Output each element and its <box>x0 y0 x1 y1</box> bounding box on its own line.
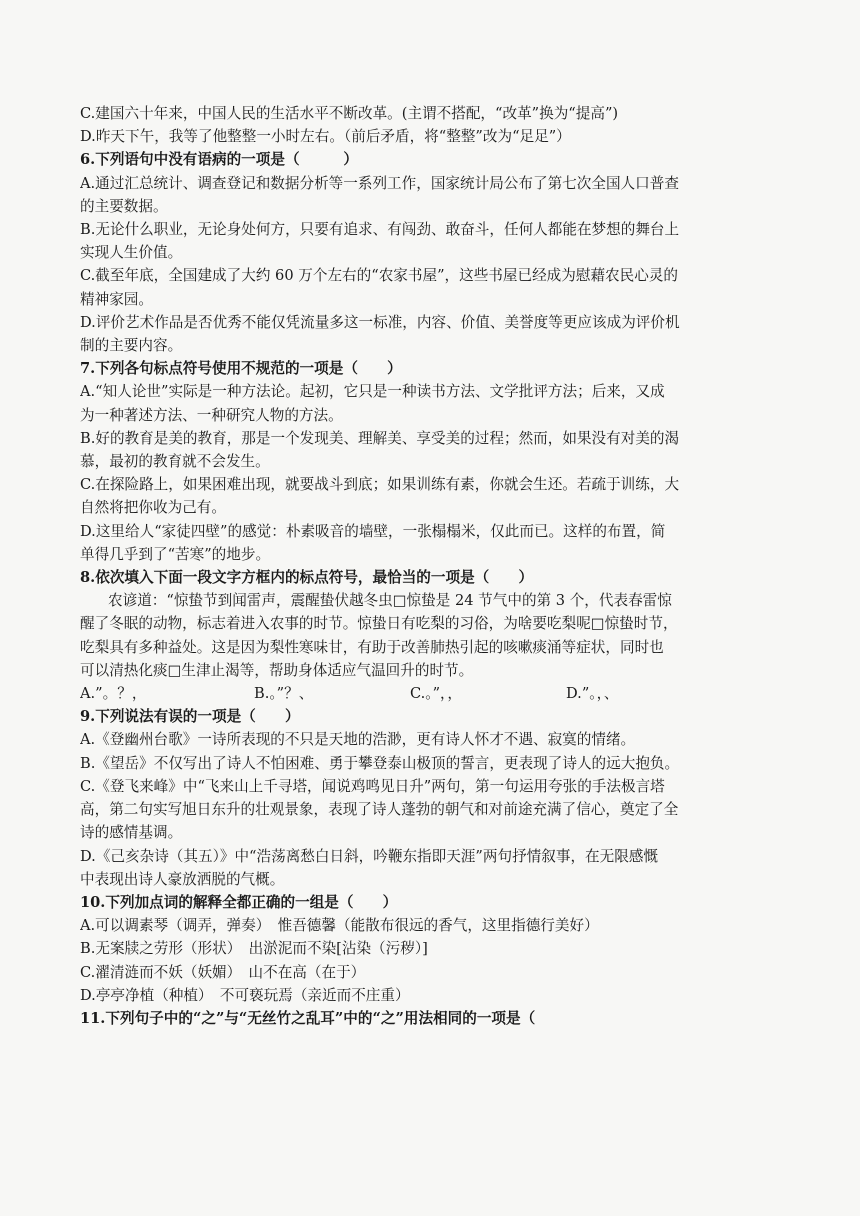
q7-option-c-line2: 自然将把你收为己有。 <box>80 499 226 517</box>
q5-option-d: D.昨天下午，我等了他整整一小时左右。（前后矛盾，将“整整”改为“足足”） <box>80 128 571 146</box>
q9-option-c-line3: 诗的感情基调。 <box>80 824 183 842</box>
q9-title: 9.下列说法有误的一项是（ ） <box>80 708 300 726</box>
q7-option-d-line1: D.这里给人“家徒四壁”的感觉：朴素吸音的墙壁，一张榻榻米，仅此而已。这样的布置，简 <box>80 522 666 540</box>
q6-option-b-line1: B.无论什么职业，无论身处何方，只要有追求、有闯劲、敢奋斗，任何人都能在梦想的舞台上 <box>80 221 680 239</box>
q6-option-d-line2: 制的主要内容。 <box>80 337 183 355</box>
q10-option-d: D.亭亭净植（种植） 不可亵玩焉（亲近而不庄重） <box>80 986 410 1004</box>
q8-passage-line2: 醒了冬眠的动物，标志着进入农事的时节。惊蛰日有吃梨的习俗，为啥要吃梨呢□惊蛰时节， <box>80 615 678 633</box>
q10-option-a: A.可以调素琴（调弄，弹奏） 惟吾德馨（能散布很远的香气，这里指德行美好） <box>80 917 599 935</box>
q9-option-d-line2: 中表现出诗人豪放洒脱的气概。 <box>80 870 285 888</box>
q6-option-d-line1: D.评价艺术作品是否优秀不能仅凭流量多这一标准，内容、价值、美誉度等更应该成为评价机 <box>80 313 680 331</box>
q9-option-c-line2: 高，第二句实写旭日东升的壮观景象，表现了诗人蓬勃的朝气和对前途充满了信心，奠定了全 <box>80 801 679 819</box>
q9-option-d-line1: D.《己亥杂诗（其五）》中“浩荡离愁白日斜，吟鞭东指即天涯”两句抒情叙事，在无限感慨 <box>80 847 659 865</box>
q7-option-a-line2: 为一种著述方法、一种研究人物的方法。 <box>80 406 343 424</box>
q8-option-b: B.。”？、 <box>254 685 314 703</box>
q6-title: 6.下列语句中没有语病的一项是（ ） <box>80 151 358 169</box>
q8-option-c: C.。”，， <box>410 685 462 703</box>
q7-option-a-line1: A.“知人论世”实际是一种方法论。起初，它只是一种读书方法、文学批评方法；后来，又成 <box>80 383 665 401</box>
q8-passage-line3: 吃梨具有多种益处。这是因为梨性寒味甘，有助于改善肺热引起的咳嗽痰涌等症状，同时也 <box>80 638 664 656</box>
q7-option-b-line1: B.好的教育是美的教育，那是一个发现美、理解美、享受美的过程；然而，如果没有对美的渴 <box>80 429 680 447</box>
q6-option-c-line2: 精神家园。 <box>80 290 153 308</box>
q10-option-b: B.无案牍之劳形（形状） 出淤泥而不染[沾染（污秽）] <box>80 940 428 958</box>
q7-option-d-line2: 单得几乎到了“苦寒”的地步。 <box>80 545 271 563</box>
q8-passage-line4: 可以清热化痰□生津止渴等，帮助身体适应气温回升的时节。 <box>80 661 474 679</box>
q9-option-a: A.《登幽州台歌》一诗所表现的不只是天地的浩渺，更有诗人怀才不遇、寂寞的情绪。 <box>80 731 636 749</box>
q8-options <box>80 682 808 705</box>
q7-option-b-line2: 慕，最初的教育就不会发生。 <box>80 453 270 471</box>
q6-option-b-line2: 实现人生价值。 <box>80 244 183 262</box>
q10-option-c: C.濯清涟而不妖（妖媚） 山不在高（在于） <box>80 963 366 981</box>
q10-title: 10.下列加点词的解释全都正确的一组是（ ） <box>80 893 398 911</box>
q8-option-a: A.”。？， <box>80 685 147 703</box>
q9-option-b: B.《望岳》不仅写出了诗人不怕困难、勇于攀登泰山极顶的誓言，更表现了诗人的远大抱负。 <box>80 754 680 772</box>
q8-option-d: D.”。，、 <box>566 685 619 703</box>
q6-option-c-line1: C.截至年底，全国建成了大约 60 万个左右的“农家书屋”，这些书屋已经成为慰藉农民心灵的 <box>80 267 679 285</box>
q8-title: 8.依次填入下面一段文字方框内的标点符号，最恰当的一项是（ ） <box>80 569 534 587</box>
q8-passage-line1: 农谚道：“惊蛰节到闻雷声，震醒蛰伏越冬虫□惊蛰是 24 节气中的第 3 个，代表春雷惊 <box>108 592 672 610</box>
q11-title: 11.下列句子中的“之”与“无丝竹之乱耳”中的“之”用法相同的一项是（ <box>80 1009 536 1027</box>
q7-option-c-line1: C.在探险路上，如果困难出现，就要战斗到底；如果训练有素，你就会生还。若疏于训练，大 <box>80 476 680 494</box>
q7-title: 7.下列各句标点符号使用不规范的一项是（ ） <box>80 360 402 378</box>
q5-option-c: C.建国六十年来，中国人民的生活水平不断改革。(主谓不搭配，“改革”换为“提高”) <box>80 105 619 122</box>
q6-option-a-line2: 的主要数据。 <box>80 197 168 215</box>
q9-option-c-line1: C.《登飞来峰》中“飞来山上千寻塔，闻说鸡鸣见日升”两句，第一句运用夸张的手法极言塔 <box>80 777 665 795</box>
q6-option-a-line1: A.通过汇总统计、调查登记和数据分析等一系列工作，国家统计局公布了第七次全国人口普查 <box>80 174 679 192</box>
